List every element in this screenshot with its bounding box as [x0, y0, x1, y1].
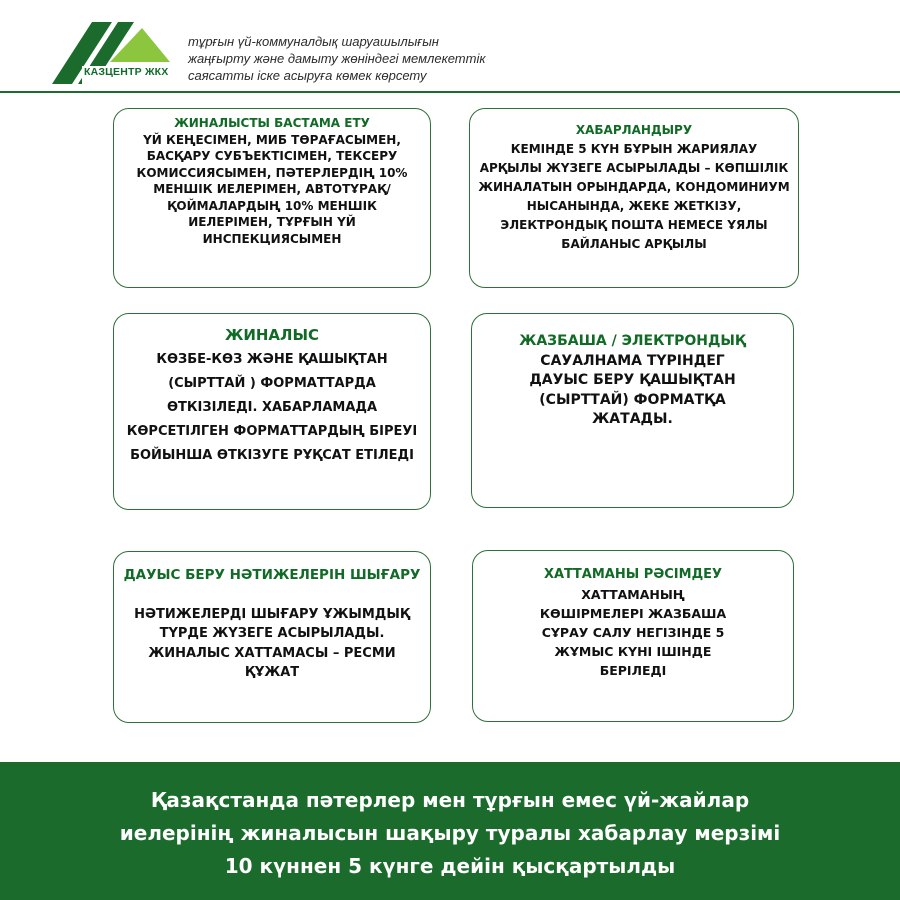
- header-divider: [0, 91, 900, 93]
- footer-line: Қазақстанда пәтерлер мен тұрғын емес үй-жайлар: [150, 788, 750, 812]
- meeting-card: [113, 313, 431, 510]
- footer-headline: [0, 784, 900, 883]
- card-title: ХАТТАМАНЫ РӘСІМДЕУ: [543, 567, 723, 582]
- tagline: [188, 33, 485, 84]
- card-body: КӨЗБЕ-КӨЗ ЖӘНЕ ҚАШЫҚТАН (СЫРТТАЙ ) ФОРМАТТАРДА ӨТКІЗІЛЕДІ. ХАБАРЛАМАДА КӨРСЕТІЛГЕН ФОРМАТТАРДЫҢ БІРЕУІ БОЙЫНША ӨТКІЗУГЕ РҰҚСАТ ЕТІЛЕДІ: [126, 352, 418, 463]
- card-title: ЖИНАЛЫС: [224, 326, 320, 344]
- card-title: ЖИНАЛЫСТЫ БАСТАМА ЕТУ: [174, 116, 370, 130]
- card-body: ХАТТАМАНЫҢ КӨШІРМЕЛЕРІ ЖАЗБАША СҰРАУ САЛУ НЕГІЗІНДЕ 5 ЖҰМЫС КҮНІ ІШІНДЕ БЕРІЛЕДІ: [539, 586, 727, 678]
- card-body: ҮЙ КЕҢЕСІМЕН, МИБ ТӨРАҒАСЫМЕН, БАСҚАРУ СУБЪЕКТІСІМЕН, ТЕКСЕРУ КОМИССИЯСЫМЕН, ПӘТЕРЛЕРДІҢ 10% МЕНШІК ИЕЛЕРІМЕН, АВТОТҰРАҚ/ҚОЙМАЛАРДЫҢ 10% МЕНШІК ИЕЛЕРІМЕН, ТҰРҒЫН ҮЙ ИНСПЕКЦИЯСЫМЕН: [136, 132, 408, 246]
- initiative-card: [113, 108, 431, 288]
- protocol-card: [472, 550, 794, 722]
- card-title: ЖАЗБАША / ЭЛЕКТРОНДЫҚ: [519, 333, 746, 349]
- footer-banner: [0, 762, 900, 900]
- card-body: КЕМІНДЕ 5 КҮН БҰРЫН ЖАРИЯЛАУ АРҚЫЛЫ ЖҮЗЕГЕ АСЫРЫЛАДЫ – КӨПШІЛІК ЖИНАЛАТЫН ОРЫНДАРДА, КОНДОМИНИУМ НЫСАНЫНДА, ЖЕКЕ ЖЕТКІЗУ, ЭЛЕКТРОНДЫҚ ПОШТА НЕМЕСЕ ҰЯЛЫ БАЙЛАНЫС АРҚЫЛЫ: [478, 142, 790, 251]
- footer-line: иелерінің жиналысын шақыру туралы хабарлау мерзімі: [119, 821, 781, 845]
- card-title: ХАБАРЛАНДЫРУ: [575, 123, 693, 137]
- card-body: САУАЛНАМА ТҮРІНДЕГ ДАУЫС БЕРУ ҚАШЫҚТАН (СЫРТТАЙ) ФОРМАТҚА ЖАТАДЫ.: [529, 352, 736, 427]
- voting-results-card: [113, 551, 431, 723]
- card-title: ДАУЫС БЕРУ НӘТИЖЕЛЕРІН ШЫҒАРУ: [123, 567, 421, 583]
- logo-text: КАЗЦЕНТР ЖКХ: [84, 66, 169, 78]
- tagline-line: тұрғын үй-коммуналдық шаруашылығын: [188, 34, 439, 49]
- header: [0, 0, 900, 100]
- notification-card: [469, 108, 799, 288]
- footer-line: 10 күннен 5 күнге дейін қысқартылды: [224, 854, 676, 878]
- written-survey-card: [471, 313, 794, 508]
- tagline-line: жаңғырту және дамыту жөніндегі мемлекеттік: [188, 51, 486, 66]
- card-body: НӘТИЖЕЛЕРДІ ШЫҒАРУ ҰЖЫМДЫҚ ТҮРДЕ ЖҮЗЕГЕ АСЫРЫЛАДЫ. ЖИНАЛЫС ХАТТАМАСЫ – РЕСМИ ҚҰЖАТ: [134, 606, 410, 680]
- tagline-line: саясатты іске асыруға көмек көрсету: [188, 68, 427, 83]
